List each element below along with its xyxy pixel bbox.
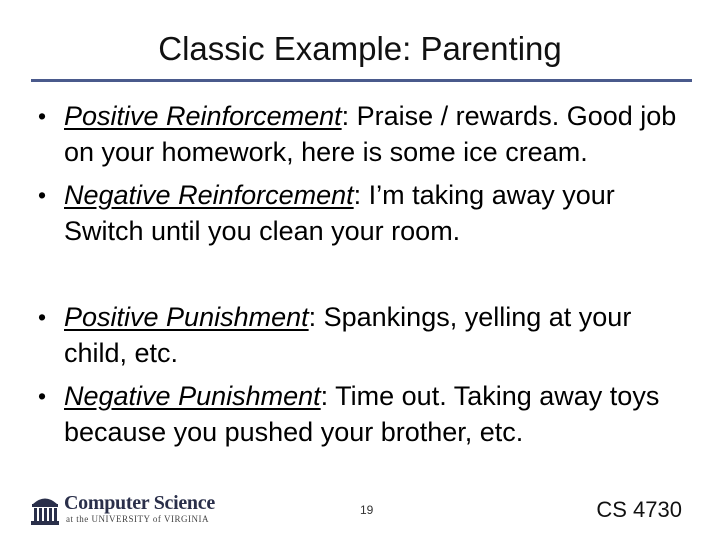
bullet-negative-punishment — [30, 378, 700, 450]
bullet-term: Positive Reinforcement — [64, 101, 342, 131]
slide-footer — [0, 484, 720, 540]
logo-subtitle: at the UNIVERSITY of VIRGINIA — [66, 514, 209, 524]
bullet-text: : Praise / rewards. Good job on your homework, here is some ice cream. — [64, 101, 677, 167]
bullet-dot: • — [37, 383, 47, 409]
bullet-list — [30, 98, 700, 457]
course-code: CS 4730 — [596, 497, 682, 522]
bullet-text: : I’m taking away your Switch until you clean your room. — [64, 180, 615, 246]
rotunda-logo-icon — [30, 492, 60, 526]
page-number: 19 — [360, 503, 374, 517]
bullet-positive-punishment — [30, 299, 700, 371]
bullet-term: Positive Punishment — [64, 302, 309, 332]
bullet-text: : Spankings, yelling at your child, etc. — [64, 302, 632, 368]
title-divider — [31, 79, 692, 82]
logo-name: Computer Science — [64, 492, 215, 514]
bullet-negative-reinforcement — [30, 177, 700, 249]
bullet-dot: • — [37, 304, 47, 330]
bullet-text: : Time out. Taking away toys because you pushed your brother, etc. — [64, 381, 660, 447]
bullet-dot: • — [37, 182, 47, 208]
bullet-term: Negative Punishment — [64, 381, 321, 411]
department-logo — [30, 492, 230, 528]
bullet-positive-reinforcement — [30, 98, 700, 170]
bullet-term: Negative Reinforcement — [64, 180, 354, 210]
bullet-dot: • — [37, 103, 47, 129]
slide-title: Classic Example: Parenting — [158, 30, 562, 67]
